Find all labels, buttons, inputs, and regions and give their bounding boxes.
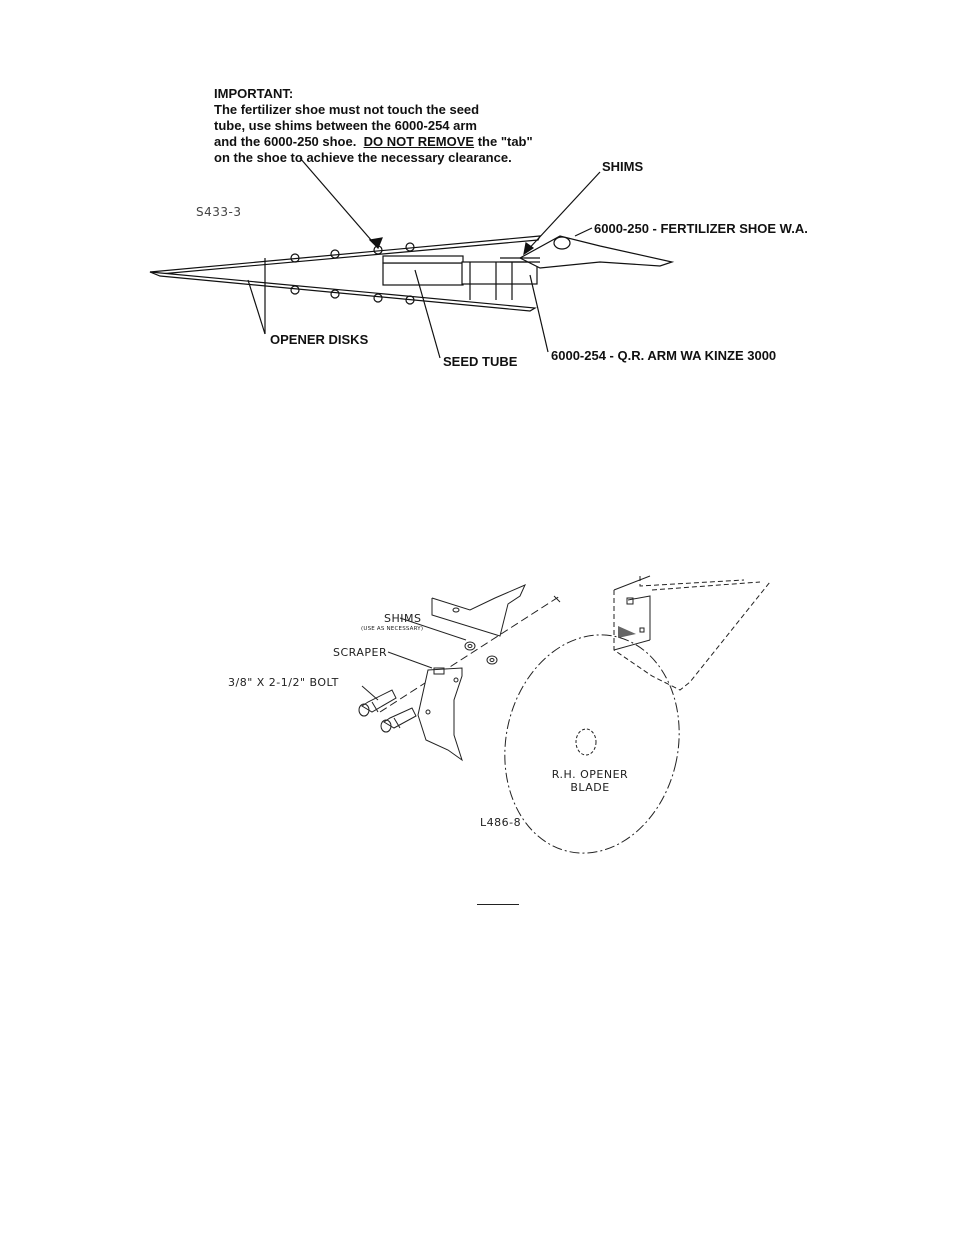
- label-blade-line2: BLADE: [570, 781, 610, 794]
- important-line-4: on the shoe to achieve the necessary clearance.: [214, 150, 512, 165]
- label-blade-line1: R.H. OPENER: [551, 768, 629, 781]
- label-bolt: 3/8" X 2-1/2" BOLT: [228, 676, 339, 689]
- label-scraper: SCRAPER: [333, 646, 388, 659]
- label-qr-arm: 6000-254 - Q.R. ARM WA KINZE 3000: [551, 348, 777, 363]
- shim-washer-1: [465, 642, 475, 650]
- opener-blade: [485, 619, 699, 870]
- important-line-3a: and the 6000-250 shoe.: [214, 134, 357, 149]
- drawing-code-l486: L486-8: [480, 816, 522, 829]
- label-shims-fig2: SHIMS: [384, 612, 422, 625]
- blade-hub: [576, 729, 596, 755]
- label-opener-disks: OPENER DISKS: [270, 332, 369, 347]
- underline-mark: [477, 904, 519, 905]
- important-line-2: tube, use shims between the 6000-254 arm: [214, 118, 477, 133]
- bolt-2: [381, 708, 416, 732]
- label-seed-tube: SEED TUBE: [443, 354, 518, 369]
- bolt-1: [359, 690, 396, 716]
- frame-right: [614, 576, 770, 690]
- label-shims-note: (USE AS NECESSARY): [361, 626, 424, 632]
- shim-washer-2: [487, 656, 497, 664]
- important-heading: IMPORTANT:: [214, 86, 294, 101]
- do-not-remove: DO NOT REMOVE: [363, 134, 475, 149]
- bracket-left: [432, 585, 525, 636]
- label-fertilizer-shoe: 6000-250 - FERTILIZER SHOE W.A.: [594, 221, 808, 236]
- drawing-code-s433: S433-3: [196, 205, 242, 219]
- label-shims-fig1: SHIMS: [602, 159, 644, 174]
- important-line-3c: the "tab": [477, 134, 533, 149]
- important-line-1: The fertilizer shoe must not touch the seed: [214, 102, 480, 117]
